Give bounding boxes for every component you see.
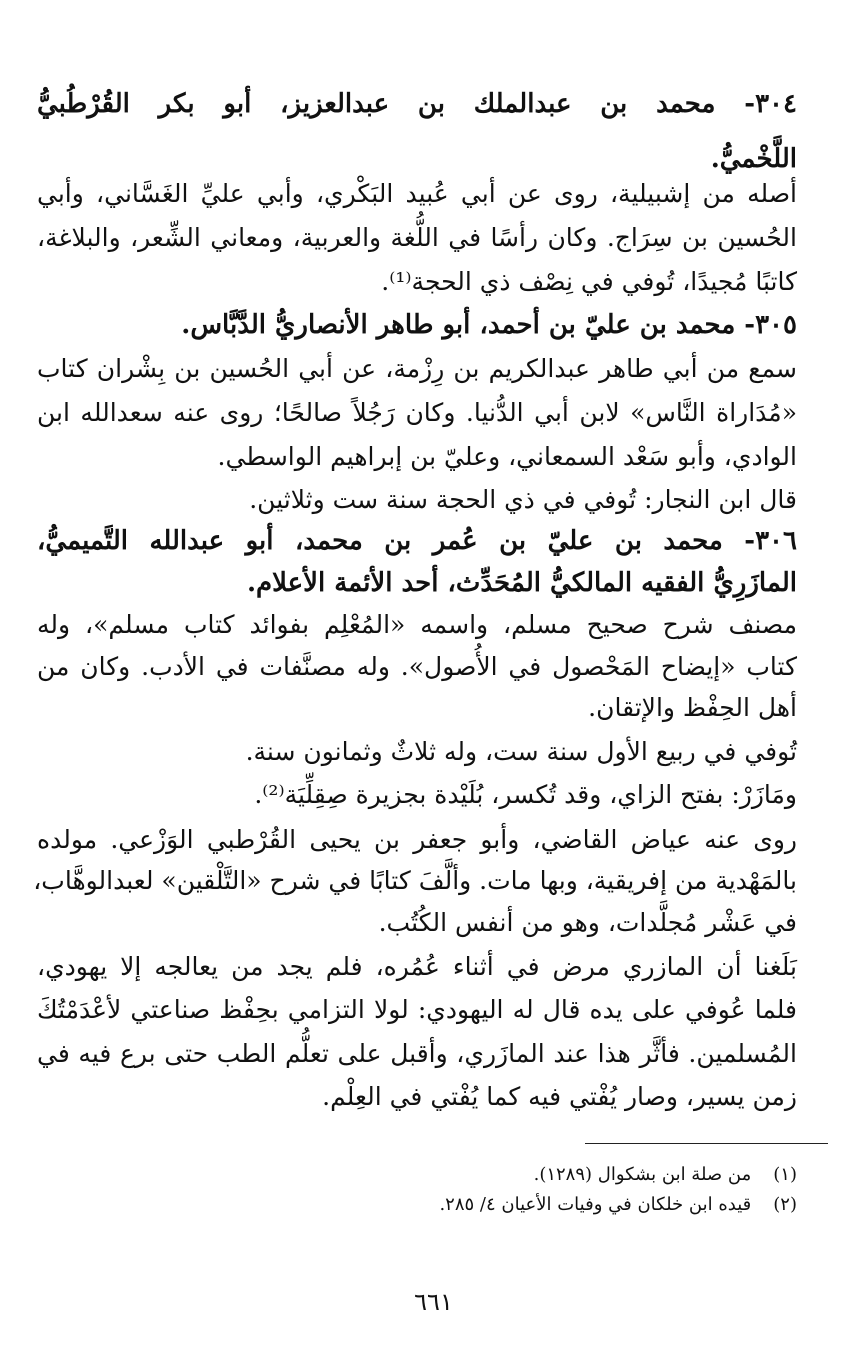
- entry-306-body-line-1: مصنف شرح صحيح مسلم، واسمه «المُعْلِم بفوائد كتاب مسلم»، وله: [37, 610, 797, 639]
- entry-304-heading-line-1: ٣٠٤- محمد بن عبدالملك بن عبدالعزيز، أبو بكر القُرْطُبيُّ: [37, 89, 797, 119]
- entry-306-body-line-7: بالمَهْدية من إفريقية، وبها مات. وألَّفَ كتابًا في شرح «التَّلْقين» لعبدالوهَّاب،: [33, 866, 797, 895]
- entry-305-body-line-3: الوادي، وأبو سَعْد السمعاني، وعليّ بن إبراهيم الواسطي.: [217, 442, 797, 471]
- entry-306-body-line-12: زمن يسير، وصار يُفْتي فيه كما يُفْتي في العِلْم.: [322, 1082, 797, 1111]
- footnote-1: [37, 1162, 797, 1188]
- entry-305-body-line-2: «مُدَاراة النَّاس» لابن أبي الدُّنيا. وكان رَجُلاً صالحًا؛ روى عنه سعدالله ابن: [37, 398, 797, 427]
- entry-306-body-line-11: المُسلمين. فأثَّر هذا عند المازَري، وأقبل على تعلُّم الطب حتى برع فيه في: [37, 1039, 797, 1068]
- footnote-2-number: (٢): [773, 1194, 797, 1215]
- footnote-1-number: (١): [773, 1164, 797, 1185]
- footnote-2: [37, 1192, 797, 1218]
- entry-306-body-line-9: بَلَغنا أن المازري مرض في أثناء عُمُره، فلم يجد من يعالجه إلا يهودي،: [37, 952, 797, 981]
- entry-306-heading-line-2: المازَرِيُّ الفقيه المالكيُّ المُحَدِّث، أحد الأئمة الأعلام.: [246, 568, 797, 598]
- page-number: ٦٦١: [414, 1288, 453, 1316]
- entry-304-body-line-2: الحُسين بن سِرَاج. وكان رأسًا في اللُّغة والعربية، ومعاني الشِّعر، والبلاغة،: [37, 223, 797, 252]
- entry-304-body-line-1: أصله من إشبيلية، روى عن أبي عُبيد البَكْري، وأبي عليِّ الغَسَّاني، وأبي: [37, 179, 797, 208]
- entry-306-body-line-2: كتاب «إيضاح المَحْصول في الأُصول». وله مصنَّفات في الأدب. وكان من: [37, 652, 797, 681]
- entry-305-body-line-4: قال ابن النجار: تُوفي في ذي الحجة سنة ست وثلاثين.: [249, 485, 797, 514]
- entry-305-heading: ٣٠٥- محمد بن عليّ بن أحمد، أبو طاهر الأنصاريُّ الدَّبَّاس.: [181, 310, 797, 340]
- entry-305-body-line-1: سمع من أبي طاهر عبدالكريم بن رِزْمة، عن أبي الحُسين بن بِشْران كتاب: [37, 354, 797, 383]
- entry-306-body-line-5: ومَازَرْ: بفتح الزاي، وقد تُكسر، بُلَيْدة بجزيرة صِقِلِّيَة⁽²⁾.: [254, 780, 797, 809]
- entry-304-body-line-3: كاتبًا مُجيدًا، تُوفي في نِصْف ذي الحجة⁽¹⁾.: [381, 267, 797, 296]
- entry-306-heading-line-1: ٣٠٦- محمد بن عليّ بن عُمر بن محمد، أبو عبدالله التَّميميُّ،: [37, 526, 797, 556]
- entry-306-body-line-8: في عَشْر مُجلَّدات، وهو من أنفس الكُتُب.: [378, 908, 797, 937]
- footnote-1-text: من صلة ابن بشكوال (١٢٨٩).: [533, 1164, 752, 1185]
- entry-306-body-line-3: أهل الحِفْظ والإتقان.: [588, 693, 797, 722]
- entry-306-body-line-4: تُوفي في ربيع الأول سنة ست، وله ثلاثٌ وثمانون سنة.: [245, 737, 797, 766]
- entry-306-body-line-10: فلما عُوفي على يده قال له اليهودي: لولا التزامي بحِفْظ صناعتي لأعْدَمْتُكَ: [37, 995, 797, 1024]
- entry-304-heading-line-2: اللَّخْميُّ.: [710, 144, 797, 174]
- entry-306-body-line-6: روى عنه عياض القاضي، وأبو جعفر بن يحيى القُرْطبي الوَزْعي. مولده: [37, 825, 797, 854]
- footnote-2-text: قيده ابن خلكان في وفيات الأعيان ٤/ ٢٨٥.: [439, 1194, 752, 1215]
- footnote-separator: [585, 1143, 828, 1144]
